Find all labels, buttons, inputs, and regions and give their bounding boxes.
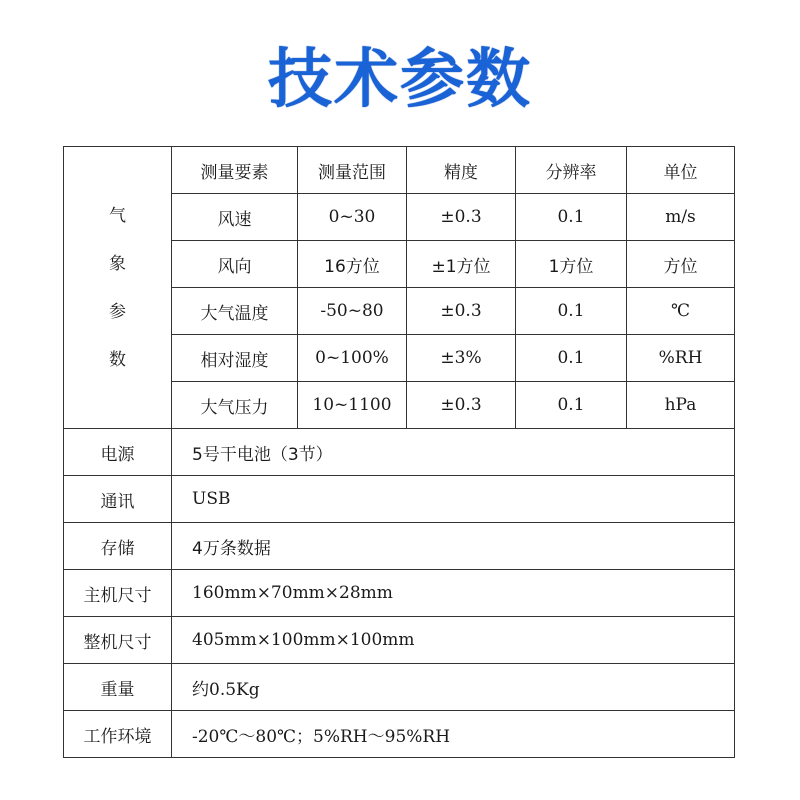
spec-value: 约0.5Kg — [172, 664, 735, 711]
table-cell: 0~100% — [298, 335, 407, 382]
table-cell: 0.1 — [516, 382, 627, 429]
table-cell: hPa — [627, 382, 735, 429]
meteo-header-row — [64, 147, 735, 194]
page-title: 技术参数 — [268, 43, 532, 117]
spec-value: 405mm×100mm×100mm — [172, 617, 735, 664]
spec-label: 电源 — [64, 429, 172, 476]
spec-row-comm — [64, 476, 735, 523]
spec-row-weight — [64, 664, 735, 711]
table-cell: 0.1 — [516, 194, 627, 241]
table-cell: 16方位 — [298, 241, 407, 288]
spec-table — [63, 146, 735, 758]
header-cell: 单位 — [627, 147, 735, 194]
table-cell: 大气压力 — [172, 382, 298, 429]
table-cell: ℃ — [627, 288, 735, 335]
spec-row-full-size — [64, 617, 735, 664]
table-cell: %RH — [627, 335, 735, 382]
spec-value: 4万条数据 — [172, 523, 735, 570]
spec-row-host-size — [64, 570, 735, 617]
header-cell: 分辨率 — [516, 147, 627, 194]
spec-label: 主机尺寸 — [64, 570, 172, 617]
table-cell: 大气温度 — [172, 288, 298, 335]
spec-label: 通讯 — [64, 476, 172, 523]
spec-value: -20℃～80℃；5%RH～95%RH — [172, 711, 735, 758]
spec-value: 160mm×70mm×28mm — [172, 570, 735, 617]
spec-label: 工作环境 — [64, 711, 172, 758]
table-cell: 方位 — [627, 241, 735, 288]
table-cell: 10~1100 — [298, 382, 407, 429]
header-cell: 精度 — [407, 147, 516, 194]
table-cell: 0~30 — [298, 194, 407, 241]
meteo-group-label: 气 象 参 数 — [64, 147, 172, 429]
table-cell: 风速 — [172, 194, 298, 241]
table-cell: 风向 — [172, 241, 298, 288]
table-cell: 0.1 — [516, 335, 627, 382]
spec-label: 存储 — [64, 523, 172, 570]
spec-label: 整机尺寸 — [64, 617, 172, 664]
table-cell: ±0.3 — [407, 382, 516, 429]
header-cell: 测量范围 — [298, 147, 407, 194]
table-cell: 0.1 — [516, 288, 627, 335]
spec-row-environment — [64, 711, 735, 758]
header-cell: 测量要素 — [172, 147, 298, 194]
table-cell: m/s — [627, 194, 735, 241]
spec-value: 5号干电池（3节） — [172, 429, 735, 476]
spec-label: 重量 — [64, 664, 172, 711]
table-cell: 1方位 — [516, 241, 627, 288]
spec-value: USB — [172, 476, 735, 523]
table-cell: ±0.3 — [407, 194, 516, 241]
spec-row-storage — [64, 523, 735, 570]
table-cell: ±1方位 — [407, 241, 516, 288]
table-cell: ±3% — [407, 335, 516, 382]
table-cell: ±0.3 — [407, 288, 516, 335]
spec-row-power — [64, 429, 735, 476]
table-cell: -50~80 — [298, 288, 407, 335]
table-cell: 相对湿度 — [172, 335, 298, 382]
